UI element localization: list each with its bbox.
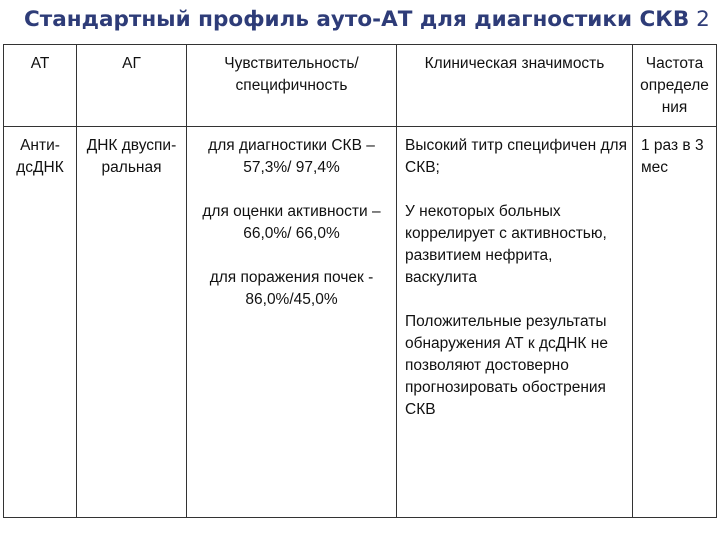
header-ag: АГ — [77, 45, 187, 127]
autoantibody-profile-table — [3, 44, 717, 518]
page-title — [24, 3, 716, 37]
cell-antibody: Анти-дсДНК — [4, 127, 77, 518]
clinical-paragraph: Положительные результаты обнаружения АТ к дсДНК не позволяют достоверно прогнозировать обострения СКВ — [405, 313, 608, 418]
header-sensitivity: Чувствительность/ специфичность — [187, 45, 397, 127]
header-at: АТ — [4, 45, 77, 127]
cell-clinical-significance — [397, 127, 633, 518]
title-suffix: 2 — [689, 7, 710, 32]
sensitivity-activity-value: 66,0%/ 66,0% — [243, 225, 340, 242]
header-clinical-significance: Клиническая значимость — [397, 45, 633, 127]
sensitivity-diagnosis-label: для диагностики СКВ – — [208, 137, 375, 154]
title-text: Стандартный профиль ауто-АТ для диагностики СКВ — [24, 7, 690, 32]
cell-frequency: 1 раз в 3 мес — [633, 127, 717, 518]
clinical-paragraph: У некоторых больных коррелирует с активностью, развитием нефрита, васкулита — [405, 203, 607, 286]
sensitivity-diagnosis — [191, 135, 392, 179]
sensitivity-kidney-value: 86,0%/45,0% — [245, 291, 338, 308]
cell-antigen: ДНК двуспи-ральная — [77, 127, 187, 518]
cell-sensitivity — [187, 127, 397, 518]
table-header-row — [4, 45, 717, 127]
header-frequency: Частота определения — [633, 45, 717, 127]
sensitivity-kidney-label: для поражения почек - — [209, 269, 374, 286]
sensitivity-diagnosis-value: 57,3%/ 97,4% — [243, 159, 340, 176]
sensitivity-activity-label: для оценки активности – — [202, 203, 381, 220]
sensitivity-kidney — [191, 267, 392, 311]
sensitivity-activity — [191, 201, 392, 245]
table-row — [4, 127, 717, 518]
clinical-paragraph: Высокий титр специфичен для СКВ; — [405, 137, 627, 176]
